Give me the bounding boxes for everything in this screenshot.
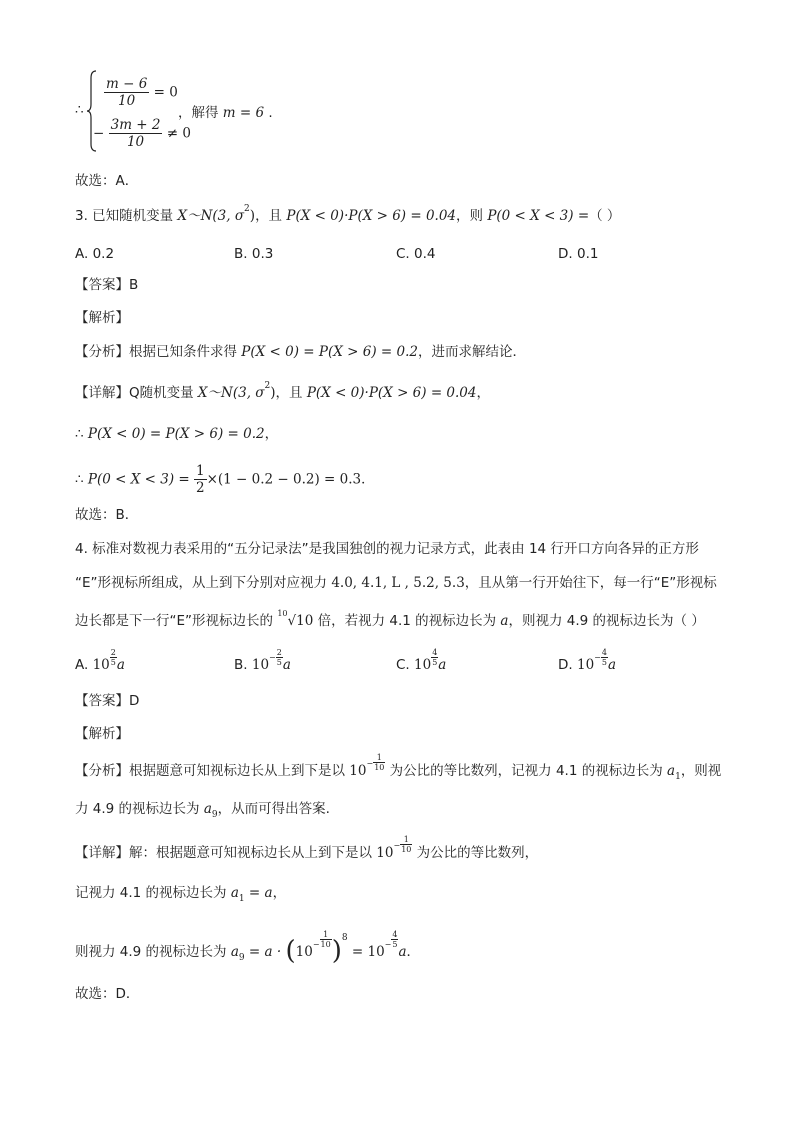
q3-stem-and: ，且	[255, 208, 287, 224]
answer-tag: 【答案】	[75, 693, 129, 709]
exp-den: 10	[401, 845, 412, 854]
xiangjie-equation: P(X < 0) = P(X > 6) = 0.2	[87, 426, 265, 442]
q3-option-b	[234, 246, 273, 262]
q3-condition: P(X < 0)·P(X > 6) = 0.04	[286, 208, 457, 224]
fraction-denominator: 2	[196, 480, 205, 496]
fenxi-text: 根据题意可知视标边长从上到下是以	[129, 763, 350, 779]
fenxi-text-mid: 为公比的等比数列，记视力 4.1 的视标边长为	[385, 763, 668, 779]
xiangjie-eq: = a ·	[244, 944, 286, 960]
term-a1: a	[230, 885, 239, 901]
q4-analysis-tag: 【解析】	[75, 726, 129, 742]
q4-stem-text-end: ，则视力 4.9 的视标边长为（ ）	[508, 613, 705, 629]
q4-option-a	[75, 648, 125, 676]
option-label: D.	[558, 246, 573, 262]
exp-num: 4	[432, 648, 438, 657]
exp-num: 4	[601, 648, 607, 657]
system-solution	[178, 104, 273, 122]
q4-fenxi-line2	[75, 800, 330, 820]
option-base: 10	[414, 657, 432, 673]
close-paren: )	[331, 936, 342, 966]
result-base: = 10	[347, 944, 385, 960]
exp-den: 5	[432, 658, 438, 667]
option-base: 10	[576, 657, 595, 673]
system-eq1	[104, 76, 178, 109]
q3-stem-then: ，则	[456, 208, 488, 224]
therefore-symbol	[75, 101, 84, 119]
q3-blank: （ ）	[589, 208, 621, 224]
q4-stem-text: 边长都是下一行“E”形视标边长的	[75, 613, 278, 629]
option-var: a	[282, 657, 291, 673]
q3-sigma-power: 2	[244, 204, 250, 214]
fenxi-equation: P(X < 0) = P(X > 6) = 0.2	[241, 344, 418, 360]
exp-sign: −	[269, 653, 276, 662]
xiangjie-period: ．	[361, 471, 375, 488]
exp-sign: −	[393, 841, 401, 850]
ratio-exponent	[400, 835, 412, 854]
term-a1-sub: 1	[238, 894, 245, 904]
q4-sequence: 4.0, 4.1, L , 5.2, 5.3	[331, 575, 465, 591]
fenxi-tag: 【分析】	[75, 763, 129, 779]
q4-stem-text: “E”形视标所组成，从上到下分别对应视力	[75, 575, 332, 591]
xiangjie-sigma-power: 2	[264, 381, 271, 391]
exp-num: 4	[392, 930, 398, 939]
q3-dist-close: )	[249, 208, 256, 224]
fraction-numerator: 1	[196, 463, 205, 479]
xiangjie-text: 解：根据题意可知视标边长从上到下是以	[129, 845, 377, 861]
fenxi-text: 力 4.9 的视标边长为	[75, 801, 204, 817]
eq1-rhs: = 0	[153, 84, 178, 101]
xiangjie-tag: 【详解】	[75, 385, 129, 401]
option-exponent	[276, 648, 283, 667]
eq2-rhs: ≠ 0	[166, 125, 191, 142]
ratio-exponent	[373, 753, 385, 772]
q4-stem-line3	[75, 609, 705, 630]
exp-num: 1	[320, 930, 332, 940]
q4-stem-line2	[75, 574, 717, 592]
option-label: B.	[234, 657, 248, 673]
q4-select: 故选：D．	[75, 986, 140, 1002]
option-value: 0.4	[414, 246, 436, 262]
xiangjie-comma: ，	[476, 385, 490, 401]
option-value: 0.2	[92, 246, 115, 262]
power-exponent	[320, 930, 332, 949]
exp-den: 5	[601, 658, 607, 667]
xiangjie-and: ，且	[275, 385, 307, 401]
xiangjie-comma: ，	[272, 885, 287, 901]
xiangjie-text-end: 为公比的等比数列，	[412, 845, 539, 861]
q3-xiangjie-line2	[75, 425, 278, 443]
q3-option-c	[396, 246, 436, 262]
ratio-base: 10	[376, 845, 394, 861]
xiangjie-rhs: ×(1 − 0.2 − 0.2) = 0.3	[206, 471, 362, 488]
q4-xiangjie-line1	[75, 835, 539, 864]
fenxi-tag: 【分析】	[75, 344, 129, 360]
exp-den: 10	[320, 940, 331, 949]
q3-fenxi	[75, 343, 526, 361]
answer-value: D	[129, 693, 140, 709]
term-a9-sub: 9	[211, 810, 218, 820]
q3-distribution: X～N(3, σ	[177, 208, 245, 224]
therefore-text: ∴	[75, 102, 84, 118]
eq1-denominator: 10	[118, 93, 136, 109]
fenxi-text: 根据已知条件求得	[129, 344, 242, 360]
option-exponent	[601, 648, 608, 667]
option-label: A.	[75, 657, 89, 673]
q3-option-a	[75, 246, 114, 262]
xiangjie-text: 记视力 4.1 的视标边长为	[75, 885, 231, 901]
eq2-fraction	[109, 117, 163, 150]
answer-value: B	[129, 277, 139, 293]
power-base: 10	[295, 944, 313, 960]
xiangjie-comma: ，	[264, 426, 279, 442]
term-a9: a	[203, 801, 212, 817]
q3-xiangjie-line1	[75, 381, 490, 402]
xiangjie-lhs: P(0 < X < 3) =	[87, 471, 190, 488]
fenxi-text-end: ，则视	[680, 763, 722, 779]
fenxi-text-end: ，进而求解结论．	[417, 344, 526, 360]
exp-num: 1	[373, 753, 385, 763]
q3-ask: P(0 < X < 3) =	[487, 208, 590, 224]
xiangjie-period: ．	[406, 944, 421, 960]
exp-den: 5	[392, 940, 398, 949]
term-a1: a	[667, 763, 676, 779]
xiangjie-dist-close: )	[270, 385, 276, 401]
q3-select: 故选：B．	[75, 507, 139, 523]
result-var: a	[398, 944, 407, 960]
option-label: A.	[75, 246, 89, 262]
option-value: 0.3	[251, 246, 274, 262]
q3-answer	[75, 276, 138, 294]
open-paren: (	[285, 936, 296, 966]
root-index: 10	[277, 609, 288, 618]
q3-analysis-tag: 【解析】	[75, 310, 129, 326]
q4-answer	[75, 692, 139, 710]
variable-a: a	[500, 613, 509, 629]
fenxi-text-end: ，从而可得出答案.	[217, 801, 330, 817]
eq1-numerator: m − 6	[106, 76, 148, 92]
exp-sign: −	[594, 653, 601, 662]
exp-den: 10	[374, 763, 385, 772]
root-expression: √10	[287, 613, 314, 629]
option-value: 0.1	[576, 246, 599, 262]
term-a9-sub: 9	[238, 953, 245, 963]
option-label: C.	[396, 657, 410, 673]
q4-xiangjie-line3	[75, 930, 421, 966]
eq2-sign: −	[93, 125, 105, 142]
option-exponent	[110, 648, 117, 667]
option-var: a	[116, 657, 125, 673]
eq1-fraction	[104, 76, 149, 109]
term-a1-sub: 1	[675, 772, 681, 782]
exp-sign: −	[366, 759, 374, 768]
option-label: D.	[558, 657, 573, 673]
eq2-denominator: 10	[126, 134, 145, 150]
answer-tag: 【答案】	[75, 277, 129, 293]
q4-stem-text-mid: 倍，若视力 4.1 的视标边长为	[313, 613, 501, 629]
q4-option-d	[558, 648, 617, 676]
solve-result: m = 6	[222, 105, 265, 121]
option-var: a	[438, 657, 447, 673]
option-base: 10	[92, 657, 110, 673]
q4-option-c	[396, 648, 447, 676]
xiangjie-text: 则视力 4.9 的视标边长为	[75, 944, 231, 960]
xiangjie-tag: 【详解】	[75, 845, 129, 861]
exp-sign: −	[312, 940, 320, 949]
exp-sign: −	[384, 940, 392, 949]
exp-num: 2	[110, 648, 116, 657]
prev-select: 故选：A．	[75, 173, 139, 189]
q4-option-b	[234, 648, 291, 676]
q3-stem	[75, 204, 621, 225]
ratio-base: 10	[349, 763, 367, 779]
q3-xiangjie-line3	[75, 463, 375, 496]
q4-stem-text-end: ，且从第一行开始往下，每一行“E”形视标	[464, 575, 717, 591]
solve-text: ，解得	[178, 105, 219, 121]
q4-stem-line1: 4. 标准对数视力表采用的“五分记录法”是我国独创的视力记录方式，此表由 14 行开口方向各异的正方形	[75, 541, 699, 557]
q4-fenxi-line1	[75, 753, 722, 782]
option-exponent	[431, 648, 438, 667]
option-label: C.	[396, 246, 410, 262]
q3-stem-text: 3. 已知随机变量	[75, 208, 178, 224]
half-fraction	[194, 463, 207, 496]
result-exponent	[391, 930, 398, 949]
therefore-text: ∴	[75, 471, 88, 488]
xiangjie-text: Q随机变量	[129, 385, 198, 401]
outer-power: 8	[341, 933, 348, 943]
therefore-text: ∴	[75, 426, 88, 442]
exp-num: 1	[400, 835, 412, 845]
exp-den: 5	[110, 658, 116, 667]
q3-option-d	[558, 246, 598, 262]
xiangjie-condition: P(X < 0)·P(X > 6) = 0.04	[306, 385, 477, 401]
eq2-numerator: 3m + 2	[110, 117, 161, 133]
system-eq2	[93, 117, 191, 150]
option-base: 10	[251, 657, 270, 673]
solve-end: .	[268, 105, 273, 121]
q4-xiangjie-line2	[75, 884, 286, 904]
term-a9: a	[230, 944, 239, 960]
xiangjie-distribution: X～N(3, σ	[197, 385, 265, 401]
term-a1-eq: = a	[244, 885, 273, 901]
exp-den: 5	[276, 658, 282, 667]
option-label: B.	[234, 246, 248, 262]
option-var: a	[607, 657, 617, 673]
exp-num: 2	[276, 648, 282, 657]
